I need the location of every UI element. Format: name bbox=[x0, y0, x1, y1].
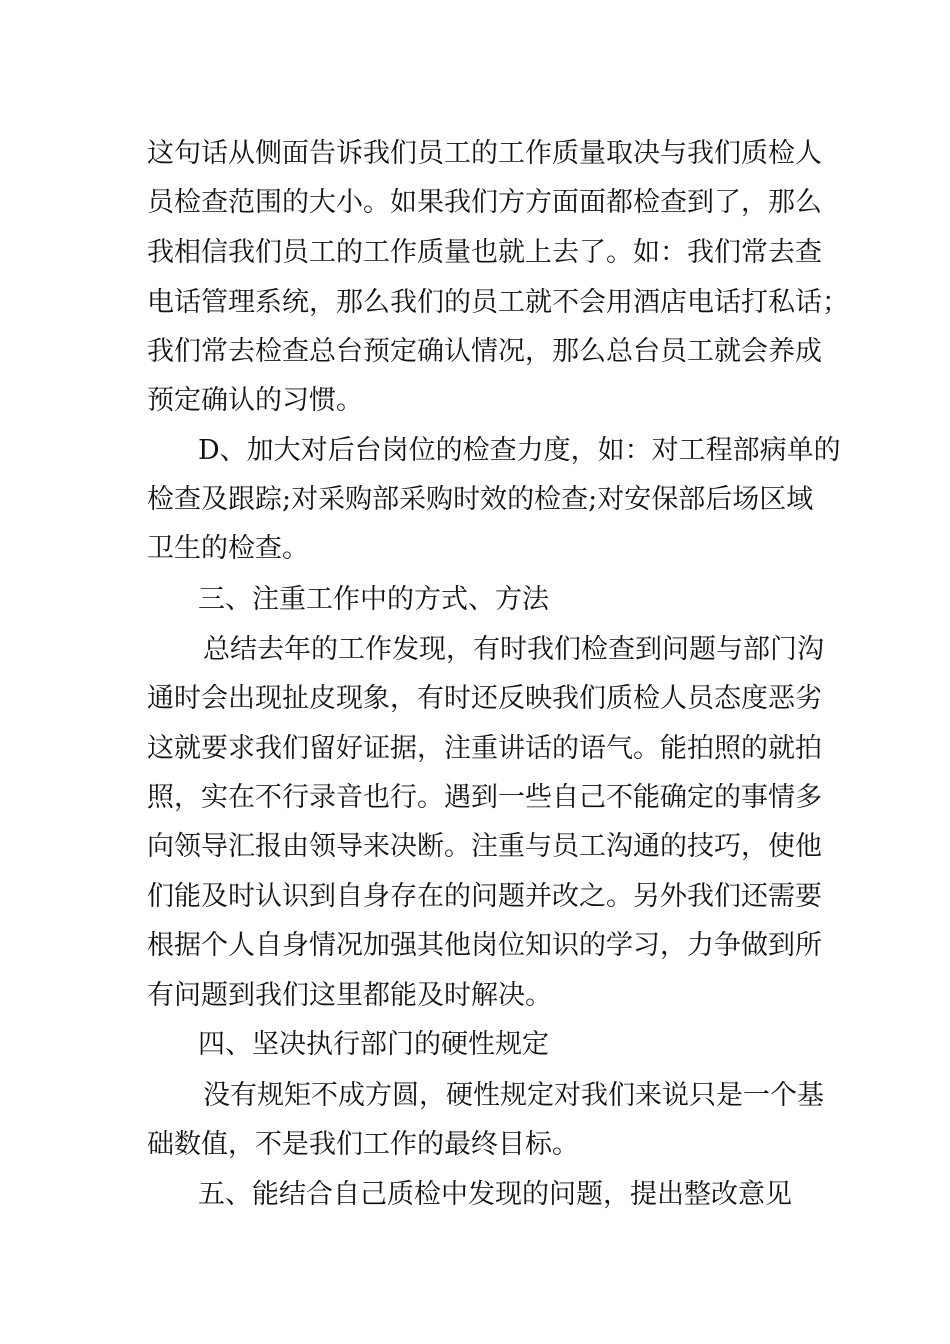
section-heading: 四、坚决执行部门的硬性规定 bbox=[198, 1029, 549, 1060]
text-line: 这就要求我们留好证据，注重讲话的语气。能拍照的就拍 bbox=[147, 733, 822, 764]
text-line: 没有规矩不成方圆，硬性规定对我们来说只是一个基 bbox=[203, 1080, 824, 1111]
section-heading: 三、注重工作中的方式、方法 bbox=[198, 584, 549, 615]
text-line: 础数值，不是我们工作的最终目标。 bbox=[147, 1129, 579, 1160]
section-heading: 五、能结合自己质检中发现的问题，提出整改意见 bbox=[198, 1179, 792, 1210]
text-line: 通时会出现扯皮现象，有时还反映我们质检人员态度恶劣 bbox=[147, 683, 822, 714]
text-line: 有问题到我们这里都能及时解决。 bbox=[147, 980, 552, 1011]
text-line: 我相信我们员工的工作质量也就上去了。如：我们常去查 bbox=[147, 237, 822, 268]
text-line: 卫生的检查。 bbox=[147, 533, 309, 564]
text-line: 员检查范围的大小。如果我们方方面面都检查到了，那么 bbox=[147, 187, 822, 218]
list-item-heading: D、加大对后台岗位的检查力度，如：对工程部病单的 bbox=[198, 435, 841, 466]
text-line: 这句话从侧面告诉我们员工的工作质量取决与我们质检人 bbox=[147, 138, 822, 169]
text-line: 检查及跟踪;对采购部采购时效的检查;对安保部后场区域 bbox=[147, 484, 814, 515]
text-line: 预定确认的习惯。 bbox=[147, 385, 363, 416]
text-line: 我们常去检查总台预定确认情况，那么总台员工就会养成 bbox=[147, 336, 822, 367]
text-line: 照，实在不行录音也行。遇到一些自己不能确定的事情多 bbox=[147, 782, 822, 813]
text-line: 总结去年的工作发现，有时我们检查到问题与部门沟 bbox=[203, 634, 824, 665]
text-line: 向领导汇报由领导来决断。注重与员工沟通的技巧，使他 bbox=[147, 831, 822, 862]
text-line: 根据个人自身情况加强其他岗位知识的学习，力争做到所 bbox=[147, 930, 822, 961]
text-line: 电话管理系统，那么我们的员工就不会用酒店电话打私话； bbox=[147, 287, 849, 318]
text-line: 们能及时认识到自身存在的问题并改之。另外我们还需要 bbox=[147, 881, 822, 912]
